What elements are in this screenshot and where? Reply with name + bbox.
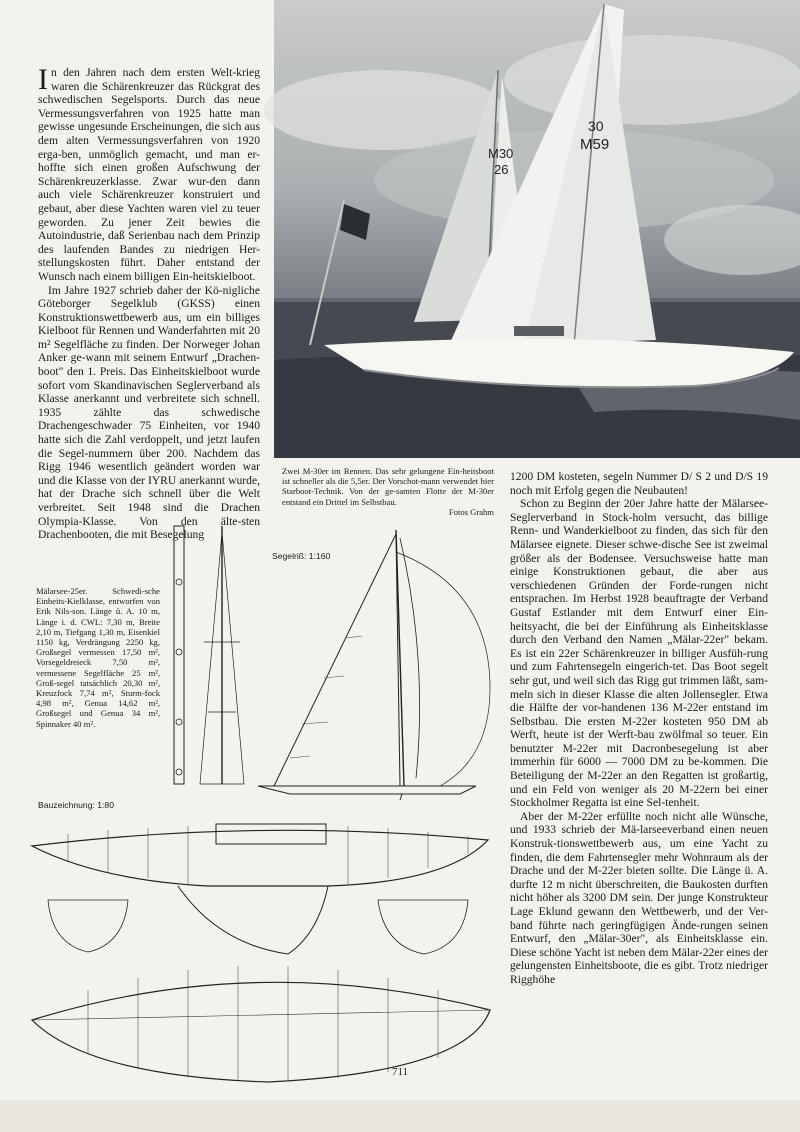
page-bottom-margin <box>0 1100 800 1132</box>
photo-credit: Fotos Grahm <box>448 506 494 517</box>
paragraph-3: 1200 DM kosteten, segeln Nummer D/ S 2 und D/S 19 noch mit Erfolg gegen die Neubauten! <box>510 470 768 497</box>
paragraph-1-text: n den Jahren nach dem ersten Welt-krieg waren die Schärenkreuzer das Rückgrat des schwedischen Segelsports. Durch das neue Vermessungsverfahren von 1925 hatte man gewisse ungesunde Erscheinungen, die sich aus dem alten Vermessungsverfahren von 1920 erga-ben, unmöglich gemacht, und man er-hoffte sich einen großen Aufschwung der Schärenkreuzerklasse. Zwar wur-den dann auch viele Schärenkreuzer konstruiert und gebaut, aber diese Yachten waren viel zu teuer geworden. Zu jener Zeit bewies die Autoindustrie, daß Serienbau nach dem Prinzip des laufenden Bandes zu niedrigen Her-stellungskosten führt. Daher entstand der Wunsch nach einem billigen Ein-heitskielboot. <box>38 66 260 283</box>
paragraph-4: Schon zu Beginn der 20er Jahre hatte der Mälarsee-Seglerverband in Stock-holm versucht, das billige Renn- und Wanderkielboot zu finden, das sich für den Mälarsee eignete. Dieser schwe-dische See ist zweimal größer als der Bodensee. Versuchsweise hatte man einige Konstruktionen gebaut, die aber aus verschiedenen Gründen der Forde-rungen nicht entsprachen. Im Herbst 1928 beauftragte der Verband Gustaf Estlander mit dem Entwurf einer Ein-heitsyacht, die bei der Einführung als Einheitsklasse durch den Verband den Namen „Mälar-22er" bekam. Es ist ein 22er Schärenkreuzer in billiger Ausfüh-rung und zum Fahrtensegeln eingerich-tet. Das Boot segelt sehr gut, und weil sich das Rigg gut trimmen läßt, sam-meln sich in dieser Klasse die alten Jollensegler. Etwa die Hälfte der vor-handenen 136 M-22er entstand im Selbstbau. Die ersten M-22er kosteten 950 DM ab Werft, heute ist der Werft-bau zwölfmal so teuer. Ein benutzter M-22er mit Dacronbesegelung ist aber immerhin für 6000 — 7000 DM zu be-kommen. Die Beteiligung der M-22er an den Regatten ist großartig, und ein Feld von weniger als 20 M-22ern bei einer Stockholmer Regatta ist eine Sel-tenheit. <box>510 497 768 810</box>
sail-number-30: 30 <box>588 118 604 134</box>
sail-plan-drawing <box>250 528 500 802</box>
sail-number-26: 26 <box>494 162 509 177</box>
article-column-left <box>38 63 260 542</box>
construction-drawing-label: Bauzeichnung: 1:80 <box>38 800 114 810</box>
paragraph-2: Im Jahre 1927 schrieb daher der Kö-nigliche Göteborger Segelklub (GKSS) einen Konstruktionswettbewerb aus, um ein billiges Kielboot für Rennen und Wanderfahrten mit 20 m² Segelfläche zu finden. Der Norweger Johan Anker ge-wann mit seinem Entwurf „Drachen-boot" den 1. Preis. Das Einheitskielboot wurde sofort vom Skandinavischen Seglerverband als Klasse anerkannt und verbreitete sich schnell. 1935 zählte das schwedische Drachengeschwader 75 Einheiten, vor 1940 hatte sich die Zahl verdoppelt, und jetzt laufen die Segel-nummern über 200. Nachdem das Rigg 1946 wesentlich geändert worden war und die Klasse von der IYRU anerkannt wurde, hat der Drache sich schnell über die Welt verbreitet. Seit 1948 sind die Drachen Olympia-Klasse. Von den älte-sten Drachenbooten, die mit Besegelung <box>38 283 260 542</box>
page-number: 711 <box>391 1066 409 1078</box>
paragraph-1 <box>38 63 260 284</box>
paragraph-5: Aber der M-22er erfüllte noch nicht alle Wünsche, und 1933 schrieb der Mä-larseeverband einen neuen Konstruk-tionswettbewerb aus, um eine Yacht zu finden, die dem Fahrtensegler mehr Wohnraum als der Drache und der M-22er bieten sollte. Die Länge ü. A. durfte 12 m nicht überschreiten, die Baukosten durften nicht höher als 3200 DM sein. Der junge Konstrukteur Lage Eklund gewann den Wettbewerb, und der Ver-band führte nach geringfügigen Ände-rungen seinen Entwurf, den „Mälar-30er", als Einheitsklasse ein. Diese schöne Yacht ist neben dem Mälar-22er eines der gelungensten Einheitsboote, die es gibt. Trotz niedriger Rigghöhe <box>510 809 768 986</box>
photo-caption-text: Zwei M-30er im Rennen. Das sehr gelungene Ein-heitsboot ist schneller als die 5,5er. Der Vorschot-mann verwendet hier Starboot-Technik. Von der ge-samten Flotte der M-30er entstand ein Drittel im Selbstbau. <box>282 466 494 507</box>
construction-drawing <box>28 814 500 1092</box>
sailing-photo <box>274 0 800 458</box>
sail-plan-label: Segelriß: 1:160 <box>272 551 331 561</box>
sailing-photo-illustration <box>274 0 800 458</box>
photo-caption <box>282 466 494 517</box>
sail-number-m30: M30 <box>488 146 514 161</box>
mast-drawing <box>160 522 256 788</box>
drawing-caption: Mälarsee-25er. Schwedi-sche Einheits-Kielklasse, entworfen von Erik Nils-son. Länge ü. A. 10 m, Länge i. d. CWL: 7,30 m, Breite 2,10 m, Tiefgang 1,30 m, Eisenkiel 1150 kg, Verdrängung 2250 kg, Großsegel vermessen 17,50 m², Vorsegeldreieck 7,50 m², vermessene Segelfläche 25 m², Groß-segel tatsächlich 20,30 m², Kreuzfock 7,74 m², Sturm-fock 4,98 m², Genua 14,62 m², Großsegel und Genua 34 m², Spinnaker 40 m². <box>36 586 160 729</box>
sail-number-m59: M59 <box>580 136 610 153</box>
drop-cap: I <box>38 63 48 96</box>
article-column-right <box>510 470 768 1088</box>
